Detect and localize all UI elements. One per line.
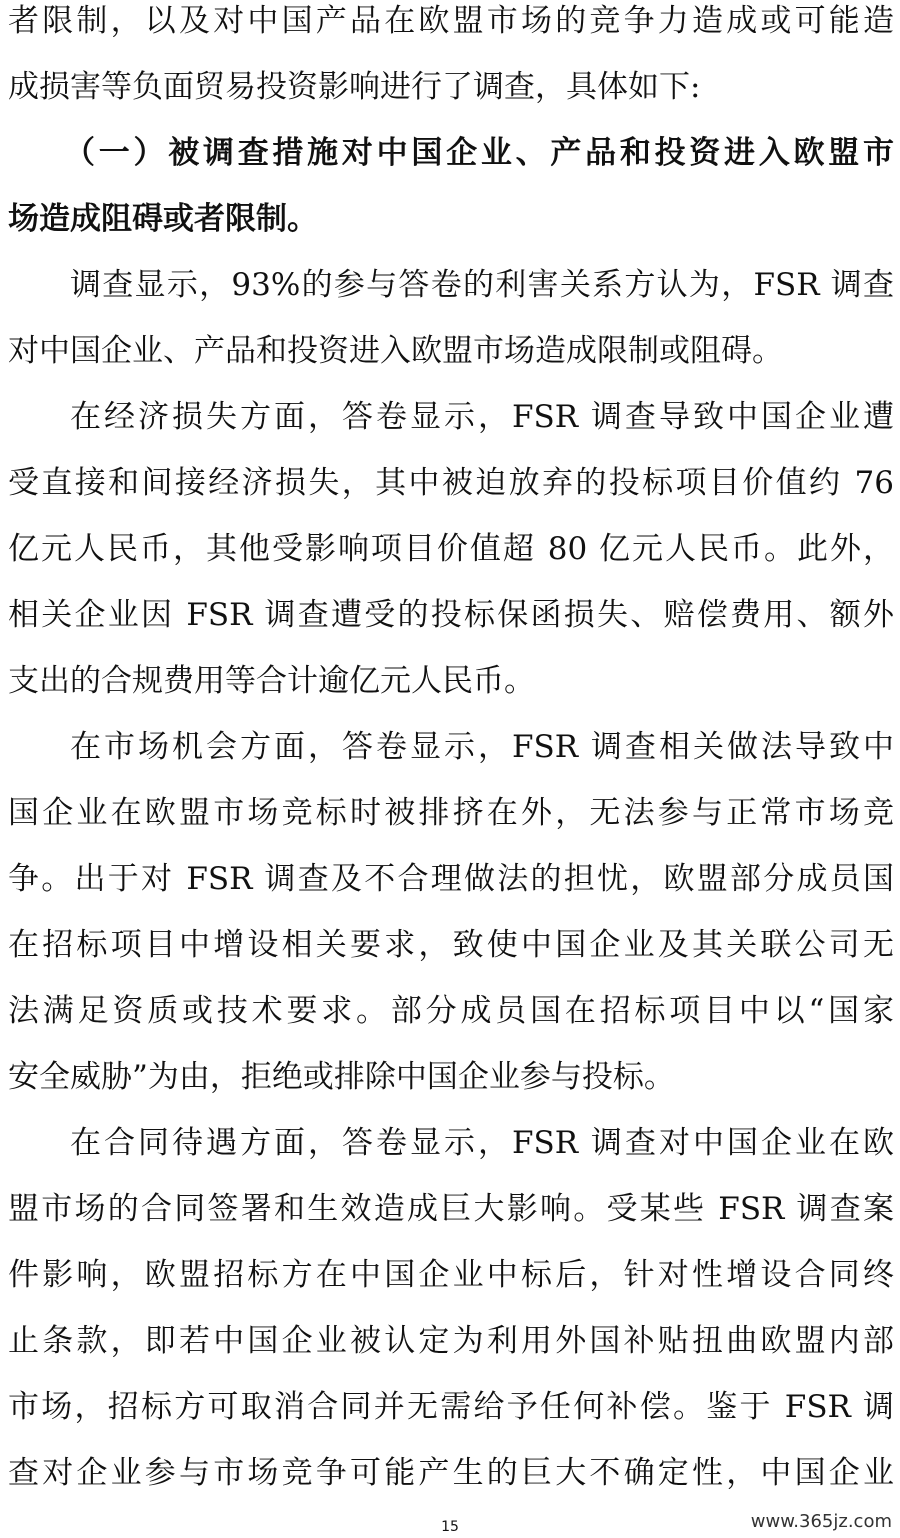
text-line: 者限制，以及对中国产品在欧盟市场的竞争力造成或可能造 [8, 3, 894, 39]
section-heading: （一）被调查措施对中国企业、产品和投资进入欧盟市 [64, 135, 894, 171]
text-line: 在市场机会方面，答卷显示，FSR 调查相关做法导致中 [70, 729, 894, 765]
watermark: www.365jz.com [750, 1511, 892, 1532]
text-line: 成损害等负面贸易投资影响进行了调查，具体如下: [8, 69, 701, 105]
text-line: 相关企业因 FSR 调查遭受的投标保函损失、赔偿费用、额外 [8, 597, 894, 633]
text-line: 在招标项目中增设相关要求，致使中国企业及其关联公司无 [8, 927, 894, 963]
text-line: 查对企业参与市场竞争可能产生的巨大不确定性，中国企业 [8, 1455, 894, 1491]
text-line: 法满足资质或技术要求。部分成员国在招标项目中以“国家 [8, 993, 894, 1029]
text-line: 止条款，即若中国企业被认定为利用外国补贴扭曲欧盟内部 [8, 1323, 894, 1359]
text-line: 在经济损失方面，答卷显示，FSR 调查导致中国企业遭 [70, 399, 894, 435]
text-line: 争。出于对 FSR 调查及不合理做法的担忧，欧盟部分成员国 [8, 861, 894, 897]
text-line: 市场，招标方可取消合同并无需给予任何补偿。鉴于 FSR 调 [8, 1389, 894, 1425]
text-line: 支出的合规费用等合计逾亿元人民币。 [8, 663, 535, 699]
text-line: 件影响，欧盟招标方在中国企业中标后，针对性增设合同终 [8, 1257, 894, 1293]
text-line: 对中国企业、产品和投资进入欧盟市场造成限制或阻碍。 [8, 333, 783, 369]
text-line: 亿元人民币，其他受影响项目价值超 80 亿元人民币。此外， [8, 531, 894, 567]
text-line: 安全威胁”为由，拒绝或排除中国企业参与投标。 [8, 1059, 675, 1095]
text-line: 调查显示，93%的参与答卷的利害关系方认为，FSR 调查 [70, 267, 894, 303]
text-line: 盟市场的合同签署和生效造成巨大影响。受某些 FSR 调查案 [8, 1191, 894, 1227]
section-heading: 场造成阻碍或者限制。 [8, 201, 318, 237]
text-line: 在合同待遇方面，答卷显示，FSR 调查对中国企业在欧 [70, 1125, 894, 1161]
page-number: 15 [441, 1519, 459, 1535]
text-line: 国企业在欧盟市场竞标时被排挤在外，无法参与正常市场竞 [8, 795, 894, 831]
text-line: 受直接和间接经济损失，其中被迫放弃的投标项目价值约 76 [8, 465, 894, 501]
